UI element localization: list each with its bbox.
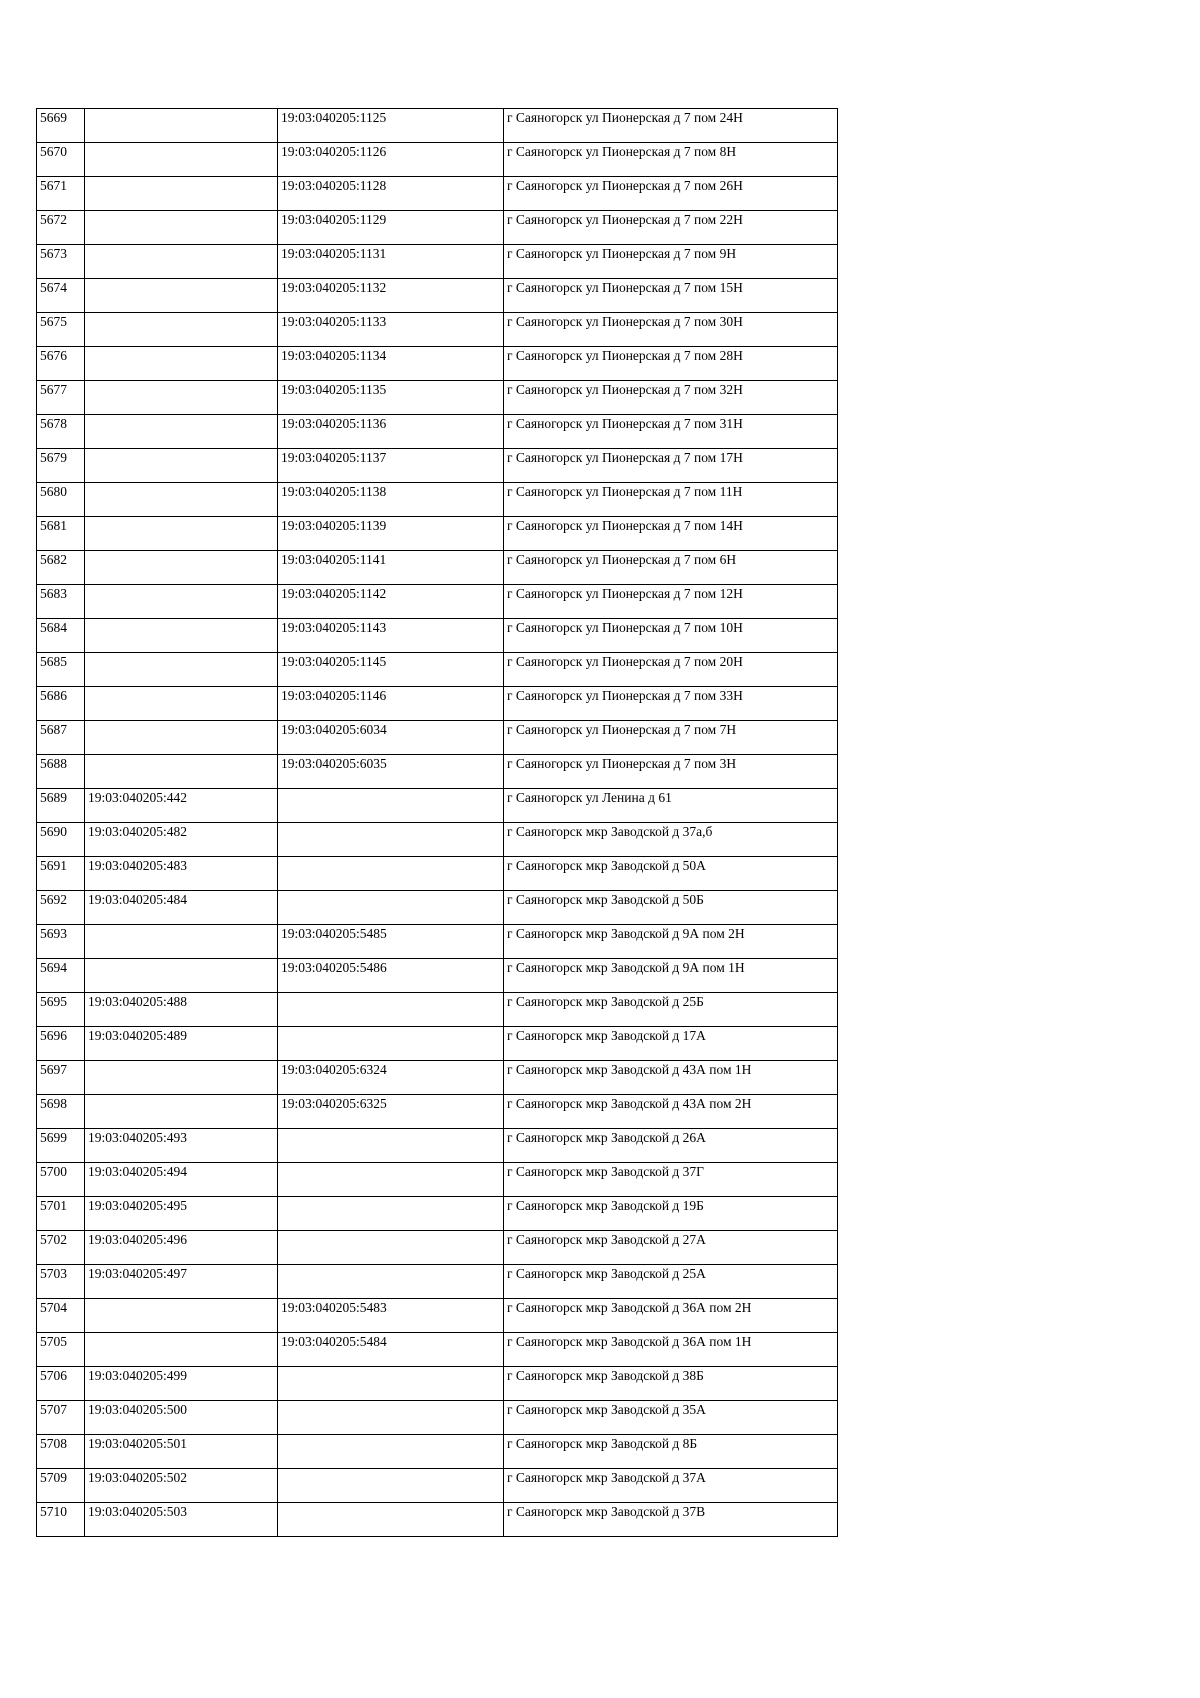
row-number-cell: 5708: [37, 1435, 85, 1469]
land-cadastral-number-cell: 19:03:040205:482: [85, 823, 278, 857]
row-number-cell: 5673: [37, 245, 85, 279]
row-number-cell: 5684: [37, 619, 85, 653]
object-cadastral-number-cell: [278, 1265, 504, 1299]
row-number-cell: 5687: [37, 721, 85, 755]
land-cadastral-number-cell: [85, 177, 278, 211]
object-cadastral-number-cell: 19:03:040205:1146: [278, 687, 504, 721]
land-cadastral-number-cell: [85, 245, 278, 279]
address-cell: г Саяногорск мкр Заводской д 25А: [504, 1265, 838, 1299]
object-cadastral-number-cell: [278, 1197, 504, 1231]
address-cell: г Саяногорск ул Пионерская д 7 пом 32Н: [504, 381, 838, 415]
address-cell: г Саяногорск ул Пионерская д 7 пом 17Н: [504, 449, 838, 483]
row-number-cell: 5675: [37, 313, 85, 347]
object-cadastral-number-cell: 19:03:040205:1136: [278, 415, 504, 449]
object-cadastral-number-cell: [278, 993, 504, 1027]
table-row: [37, 687, 838, 721]
object-cadastral-number-cell: 19:03:040205:1137: [278, 449, 504, 483]
table-row: [37, 279, 838, 313]
land-cadastral-number-cell: 19:03:040205:501: [85, 1435, 278, 1469]
row-number-cell: 5672: [37, 211, 85, 245]
land-cadastral-number-cell: [85, 1299, 278, 1333]
land-cadastral-number-cell: [85, 279, 278, 313]
object-cadastral-number-cell: [278, 1469, 504, 1503]
table-row: [37, 1265, 838, 1299]
table-row: [37, 449, 838, 483]
table-row: [37, 1163, 838, 1197]
table-row: [37, 1197, 838, 1231]
row-number-cell: 5689: [37, 789, 85, 823]
land-cadastral-number-cell: 19:03:040205:497: [85, 1265, 278, 1299]
object-cadastral-number-cell: [278, 1027, 504, 1061]
land-cadastral-number-cell: [85, 347, 278, 381]
object-cadastral-number-cell: [278, 823, 504, 857]
address-cell: г Саяногорск ул Пионерская д 7 пом 6Н: [504, 551, 838, 585]
land-cadastral-number-cell: 19:03:040205:494: [85, 1163, 278, 1197]
object-cadastral-number-cell: 19:03:040205:5486: [278, 959, 504, 993]
address-cell: г Саяногорск мкр Заводской д 27А: [504, 1231, 838, 1265]
address-cell: г Саяногорск ул Пионерская д 7 пом 30Н: [504, 313, 838, 347]
table-row: [37, 313, 838, 347]
land-cadastral-number-cell: [85, 755, 278, 789]
address-cell: г Саяногорск мкр Заводской д 38Б: [504, 1367, 838, 1401]
address-cell: г Саяногорск ул Пионерская д 7 пом 31Н: [504, 415, 838, 449]
address-cell: г Саяногорск ул Пионерская д 7 пом 10Н: [504, 619, 838, 653]
address-cell: г Саяногорск мкр Заводской д 9А пом 1Н: [504, 959, 838, 993]
object-cadastral-number-cell: [278, 1163, 504, 1197]
object-cadastral-number-cell: 19:03:040205:1141: [278, 551, 504, 585]
land-cadastral-number-cell: 19:03:040205:442: [85, 789, 278, 823]
table-row: [37, 1333, 838, 1367]
land-cadastral-number-cell: [85, 483, 278, 517]
row-number-cell: 5676: [37, 347, 85, 381]
table-row: [37, 857, 838, 891]
table-row: [37, 619, 838, 653]
row-number-cell: 5701: [37, 1197, 85, 1231]
registry-table-body: [37, 109, 838, 1537]
address-cell: г Саяногорск мкр Заводской д 9А пом 2Н: [504, 925, 838, 959]
address-cell: г Саяногорск мкр Заводской д 37а,б: [504, 823, 838, 857]
land-cadastral-number-cell: 19:03:040205:503: [85, 1503, 278, 1537]
table-row: [37, 1401, 838, 1435]
address-cell: г Саяногорск ул Пионерская д 7 пом 28Н: [504, 347, 838, 381]
table-row: [37, 109, 838, 143]
object-cadastral-number-cell: [278, 891, 504, 925]
table-row: [37, 177, 838, 211]
row-number-cell: 5699: [37, 1129, 85, 1163]
land-cadastral-number-cell: 19:03:040205:499: [85, 1367, 278, 1401]
object-cadastral-number-cell: 19:03:040205:1138: [278, 483, 504, 517]
row-number-cell: 5704: [37, 1299, 85, 1333]
land-cadastral-number-cell: [85, 449, 278, 483]
table-row: [37, 1435, 838, 1469]
row-number-cell: 5694: [37, 959, 85, 993]
table-row: [37, 1027, 838, 1061]
object-cadastral-number-cell: [278, 1367, 504, 1401]
row-number-cell: 5702: [37, 1231, 85, 1265]
row-number-cell: 5700: [37, 1163, 85, 1197]
object-cadastral-number-cell: 19:03:040205:1145: [278, 653, 504, 687]
table-row: [37, 415, 838, 449]
land-cadastral-number-cell: 19:03:040205:496: [85, 1231, 278, 1265]
land-cadastral-number-cell: [85, 143, 278, 177]
object-cadastral-number-cell: [278, 1401, 504, 1435]
land-cadastral-number-cell: [85, 959, 278, 993]
address-cell: г Саяногорск ул Ленина д 61: [504, 789, 838, 823]
land-cadastral-number-cell: [85, 653, 278, 687]
table-row: [37, 891, 838, 925]
table-row: [37, 1503, 838, 1537]
table-row: [37, 993, 838, 1027]
object-cadastral-number-cell: 19:03:040205:5483: [278, 1299, 504, 1333]
address-cell: г Саяногорск мкр Заводской д 37В: [504, 1503, 838, 1537]
row-number-cell: 5685: [37, 653, 85, 687]
address-cell: г Саяногорск мкр Заводской д 8Б: [504, 1435, 838, 1469]
table-row: [37, 789, 838, 823]
table-row: [37, 959, 838, 993]
land-cadastral-number-cell: [85, 1095, 278, 1129]
object-cadastral-number-cell: [278, 1503, 504, 1537]
table-row: [37, 721, 838, 755]
address-cell: г Саяногорск ул Пионерская д 7 пом 12Н: [504, 585, 838, 619]
address-cell: г Саяногорск мкр Заводской д 25Б: [504, 993, 838, 1027]
object-cadastral-number-cell: 19:03:040205:6034: [278, 721, 504, 755]
row-number-cell: 5679: [37, 449, 85, 483]
row-number-cell: 5681: [37, 517, 85, 551]
address-cell: г Саяногорск мкр Заводской д 19Б: [504, 1197, 838, 1231]
address-cell: г Саяногорск мкр Заводской д 26А: [504, 1129, 838, 1163]
row-number-cell: 5703: [37, 1265, 85, 1299]
row-number-cell: 5686: [37, 687, 85, 721]
address-cell: г Саяногорск ул Пионерская д 7 пом 26Н: [504, 177, 838, 211]
land-cadastral-number-cell: [85, 619, 278, 653]
address-cell: г Саяногорск мкр Заводской д 35А: [504, 1401, 838, 1435]
row-number-cell: 5671: [37, 177, 85, 211]
land-cadastral-number-cell: [85, 381, 278, 415]
object-cadastral-number-cell: [278, 1231, 504, 1265]
address-cell: г Саяногорск мкр Заводской д 37Г: [504, 1163, 838, 1197]
row-number-cell: 5674: [37, 279, 85, 313]
address-cell: г Саяногорск мкр Заводской д 50Б: [504, 891, 838, 925]
address-cell: г Саяногорск мкр Заводской д 43А пом 1Н: [504, 1061, 838, 1095]
land-cadastral-number-cell: [85, 109, 278, 143]
table-row: [37, 1129, 838, 1163]
land-cadastral-number-cell: 19:03:040205:484: [85, 891, 278, 925]
land-cadastral-number-cell: [85, 925, 278, 959]
land-cadastral-number-cell: [85, 551, 278, 585]
object-cadastral-number-cell: 19:03:040205:1129: [278, 211, 504, 245]
row-number-cell: 5698: [37, 1095, 85, 1129]
address-cell: г Саяногорск ул Пионерская д 7 пом 33Н: [504, 687, 838, 721]
table-row: [37, 211, 838, 245]
row-number-cell: 5677: [37, 381, 85, 415]
address-cell: г Саяногорск ул Пионерская д 7 пом 7Н: [504, 721, 838, 755]
table-row: [37, 755, 838, 789]
table-row: [37, 1061, 838, 1095]
object-cadastral-number-cell: 19:03:040205:1126: [278, 143, 504, 177]
table-row: [37, 245, 838, 279]
row-number-cell: 5669: [37, 109, 85, 143]
object-cadastral-number-cell: 19:03:040205:1135: [278, 381, 504, 415]
row-number-cell: 5696: [37, 1027, 85, 1061]
table-row: [37, 925, 838, 959]
object-cadastral-number-cell: 19:03:040205:1134: [278, 347, 504, 381]
object-cadastral-number-cell: [278, 789, 504, 823]
row-number-cell: 5670: [37, 143, 85, 177]
land-cadastral-number-cell: [85, 1333, 278, 1367]
row-number-cell: 5706: [37, 1367, 85, 1401]
land-cadastral-number-cell: [85, 211, 278, 245]
land-cadastral-number-cell: 19:03:040205:493: [85, 1129, 278, 1163]
row-number-cell: 5693: [37, 925, 85, 959]
row-number-cell: 5678: [37, 415, 85, 449]
registry-table: [36, 108, 838, 1537]
land-cadastral-number-cell: [85, 517, 278, 551]
land-cadastral-number-cell: [85, 313, 278, 347]
address-cell: г Саяногорск ул Пионерская д 7 пом 20Н: [504, 653, 838, 687]
row-number-cell: 5688: [37, 755, 85, 789]
object-cadastral-number-cell: 19:03:040205:5484: [278, 1333, 504, 1367]
object-cadastral-number-cell: [278, 857, 504, 891]
object-cadastral-number-cell: 19:03:040205:1125: [278, 109, 504, 143]
address-cell: г Саяногорск мкр Заводской д 36А пом 2Н: [504, 1299, 838, 1333]
object-cadastral-number-cell: 19:03:040205:1142: [278, 585, 504, 619]
object-cadastral-number-cell: 19:03:040205:1139: [278, 517, 504, 551]
object-cadastral-number-cell: [278, 1129, 504, 1163]
table-row: [37, 381, 838, 415]
object-cadastral-number-cell: 19:03:040205:1143: [278, 619, 504, 653]
object-cadastral-number-cell: 19:03:040205:1131: [278, 245, 504, 279]
address-cell: г Саяногорск мкр Заводской д 17А: [504, 1027, 838, 1061]
address-cell: г Саяногорск ул Пионерская д 7 пом 22Н: [504, 211, 838, 245]
address-cell: г Саяногорск ул Пионерская д 7 пом 11Н: [504, 483, 838, 517]
land-cadastral-number-cell: 19:03:040205:502: [85, 1469, 278, 1503]
table-row: [37, 347, 838, 381]
row-number-cell: 5695: [37, 993, 85, 1027]
land-cadastral-number-cell: [85, 585, 278, 619]
land-cadastral-number-cell: 19:03:040205:489: [85, 1027, 278, 1061]
table-row: [37, 551, 838, 585]
object-cadastral-number-cell: 19:03:040205:1132: [278, 279, 504, 313]
object-cadastral-number-cell: 19:03:040205:6324: [278, 1061, 504, 1095]
table-row: [37, 517, 838, 551]
land-cadastral-number-cell: [85, 1061, 278, 1095]
address-cell: г Саяногорск ул Пионерская д 7 пом 15Н: [504, 279, 838, 313]
address-cell: г Саяногорск ул Пионерская д 7 пом 24Н: [504, 109, 838, 143]
object-cadastral-number-cell: [278, 1435, 504, 1469]
row-number-cell: 5692: [37, 891, 85, 925]
row-number-cell: 5709: [37, 1469, 85, 1503]
row-number-cell: 5697: [37, 1061, 85, 1095]
table-row: [37, 653, 838, 687]
row-number-cell: 5705: [37, 1333, 85, 1367]
land-cadastral-number-cell: [85, 687, 278, 721]
object-cadastral-number-cell: 19:03:040205:6035: [278, 755, 504, 789]
address-cell: г Саяногорск мкр Заводской д 43А пом 2Н: [504, 1095, 838, 1129]
address-cell: г Саяногорск ул Пионерская д 7 пом 14Н: [504, 517, 838, 551]
object-cadastral-number-cell: 19:03:040205:1128: [278, 177, 504, 211]
row-number-cell: 5691: [37, 857, 85, 891]
land-cadastral-number-cell: 19:03:040205:500: [85, 1401, 278, 1435]
address-cell: г Саяногорск мкр Заводской д 37А: [504, 1469, 838, 1503]
address-cell: г Саяногорск мкр Заводской д 36А пом 1Н: [504, 1333, 838, 1367]
table-row: [37, 1299, 838, 1333]
address-cell: г Саяногорск мкр Заводской д 50А: [504, 857, 838, 891]
table-row: [37, 1469, 838, 1503]
row-number-cell: 5682: [37, 551, 85, 585]
table-row: [37, 585, 838, 619]
table-row: [37, 1231, 838, 1265]
row-number-cell: 5683: [37, 585, 85, 619]
land-cadastral-number-cell: [85, 415, 278, 449]
address-cell: г Саяногорск ул Пионерская д 7 пом 8Н: [504, 143, 838, 177]
row-number-cell: 5707: [37, 1401, 85, 1435]
table-row: [37, 483, 838, 517]
table-row: [37, 1095, 838, 1129]
table-row: [37, 823, 838, 857]
address-cell: г Саяногорск ул Пионерская д 7 пом 9Н: [504, 245, 838, 279]
land-cadastral-number-cell: 19:03:040205:495: [85, 1197, 278, 1231]
object-cadastral-number-cell: 19:03:040205:5485: [278, 925, 504, 959]
row-number-cell: 5690: [37, 823, 85, 857]
table-row: [37, 143, 838, 177]
table-row: [37, 1367, 838, 1401]
row-number-cell: 5680: [37, 483, 85, 517]
land-cadastral-number-cell: 19:03:040205:488: [85, 993, 278, 1027]
land-cadastral-number-cell: [85, 721, 278, 755]
object-cadastral-number-cell: 19:03:040205:1133: [278, 313, 504, 347]
address-cell: г Саяногорск ул Пионерская д 7 пом 3Н: [504, 755, 838, 789]
object-cadastral-number-cell: 19:03:040205:6325: [278, 1095, 504, 1129]
land-cadastral-number-cell: 19:03:040205:483: [85, 857, 278, 891]
row-number-cell: 5710: [37, 1503, 85, 1537]
